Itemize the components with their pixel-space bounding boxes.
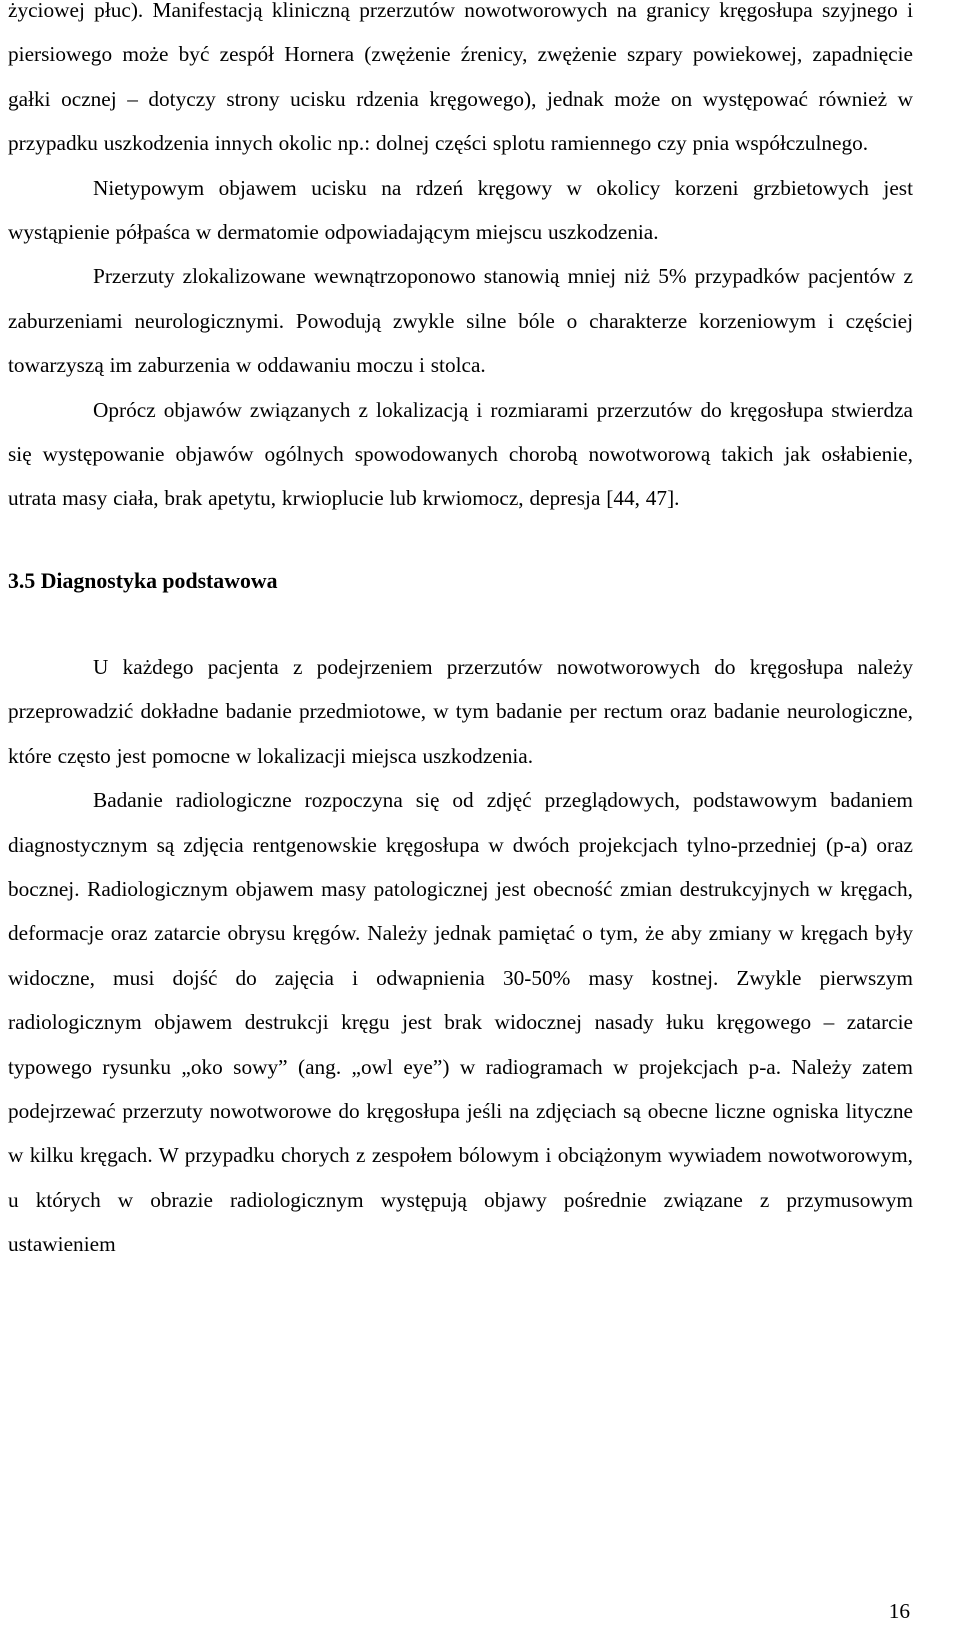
page-number: 16 bbox=[888, 1599, 910, 1623]
paragraph-horner-syndrome: życiowej płuc). Manifestacją kliniczną przerzutów nowotworowych na granicy kręgosłupa szyjnego i piersiowego może być zespół Hornera (zwężenie źrenicy, zwężenie szpary powiekowej, zapadnięcie gałki ocznej – dotyczy strony ucisku rdzenia kręgowego), jednak może on występować również w przypadku uszkodzenia innych okolic np.: dolnej części splotu ramiennego czy pnia współczulnego. bbox=[8, 0, 913, 156]
paragraph-general-symptoms: Oprócz objawów związanych z lokalizacją i rozmiarami przerzutów do kręgosłupa stwierdza się występowanie objawów ogólnych spowodowanych chorobą nowotworową takich jak osłabienie, utrata masy ciała, brak apetytu, krwioplucie lub krwiomocz, depresja [44, 47]. bbox=[8, 397, 913, 511]
paragraph-intradural-metastases: Przerzuty zlokalizowane wewnątrzoponowo stanowią mniej niż 5% przypadków pacjentów z zaburzeniami neurologicznymi. Powodują zwykle silne bóle o charakterze korzeniowym i częściej towarzyszą im zaburzenia w oddawaniu moczu i stolca. bbox=[8, 264, 913, 378]
document-page bbox=[8, 0, 913, 1267]
paragraph-physical-examination: U każdego pacjenta z podejrzeniem przerzutów nowotworowych do kręgosłupa należy przeprowadzić dokładne badanie przedmiotowe, w tym badanie per rectum oraz badanie neurologiczne, które często jest pomocne w lokalizacji miejsca uszkodzenia. bbox=[8, 654, 913, 768]
paragraph-shingles: Nietypowym objawem ucisku na rdzeń kręgowy w okolicy korzeni grzbietowych jest wystąpienie półpaśca w dermatomie odpowiadającym miejscu uszkodzenia. bbox=[8, 175, 913, 245]
paragraph-radiological-examination: Badanie radiologiczne rozpoczyna się od zdjęć przeglądowych, podstawowym badaniem diagnostycznym są zdjęcia rentgenowskie kręgosłupa w dwóch projekcjach tylno-przedniej (p-a) oraz bocznej. Radiologicznym objawem masy patologicznej jest obecność zmian destrukcyjnych w kręgach, deformacje oraz zatarcie obrysu kręgów. Należy jednak pamiętać o tym, że aby zmiany w kręgach były widoczne, musi dojść do zajęcia i odwapnienia 30-50% masy kostnej. Zwykle pierwszym radiologicznym objawem destrukcji kręgu jest brak widocznej nasady łuku kręgowego – zatarcie typowego rysunku „oko sowy” (ang. „owl eye”) w radiogramach w projekcjach p-a. Należy zatem podejrzewać przerzuty nowotworowe do kręgosłupa jeśli na zdjęciach są obecne liczne ogniska lityczne w kilku kręgach. W przypadku chorych z zespołem bólowym i obciążonym wywiadem nowotworowym, u których w obrazie radiologicznym występują objawy pośrednie związane z przymusowym ustawieniem bbox=[8, 788, 913, 1257]
section-heading: 3.5 Diagnostyka podstawowa bbox=[8, 568, 278, 593]
